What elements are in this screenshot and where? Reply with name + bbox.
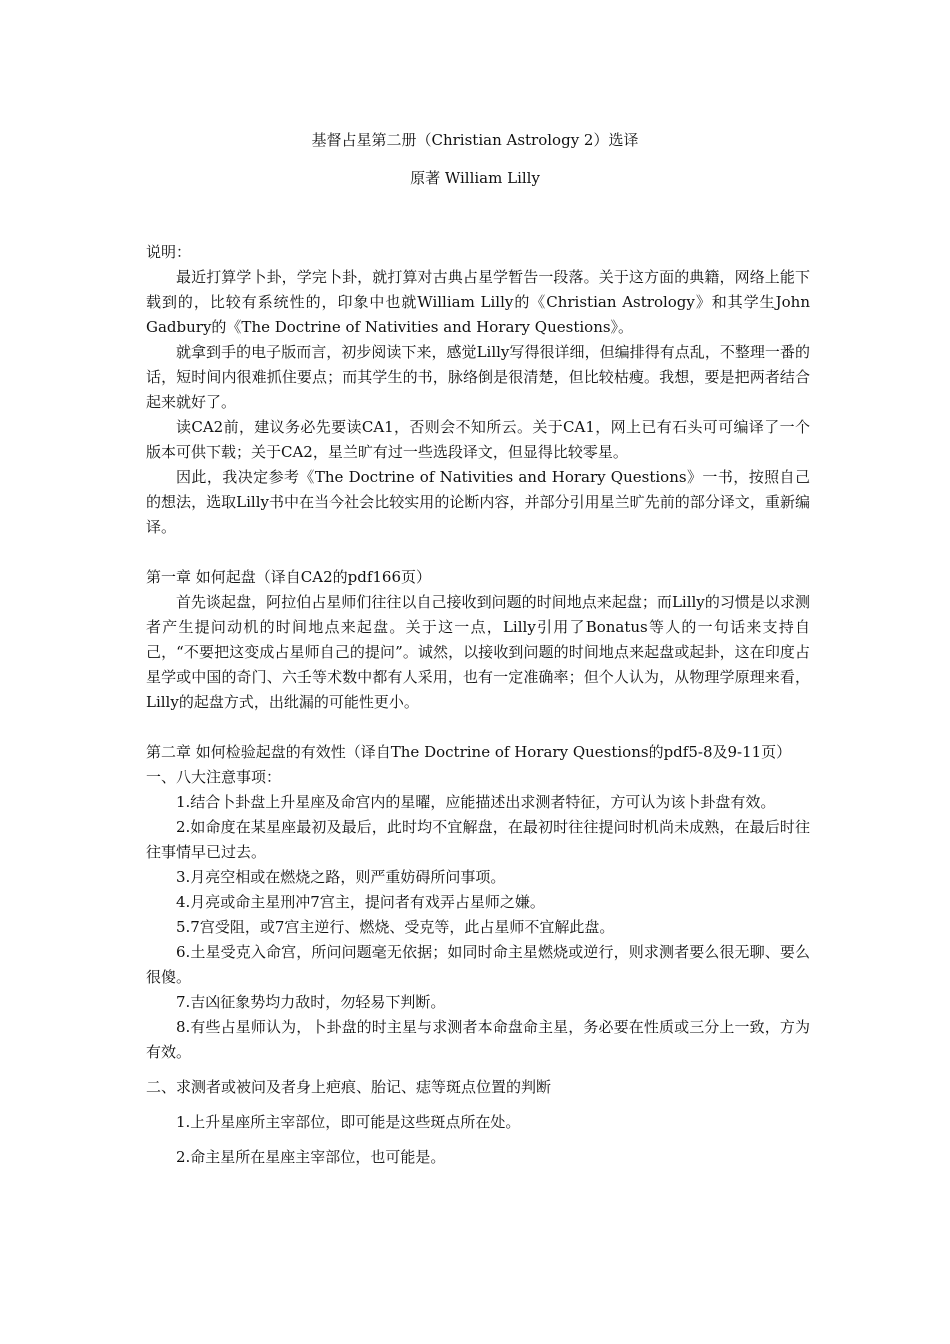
chapter1-heading: 第一章 如何起盘（译自CA2的pdf166页） [146,568,432,586]
document-body [146,240,810,1180]
intro-paragraph: 最近打算学卜卦，学完卜卦，就打算对古典占星学暂告一段落。关于这方面的典籍，网络上能下载到的，比较有系统性的，印象中也就William Lilly的《Christian Astrology》和其学生John Gadbury的《The Doctrine of Nativities and Horary Questions》。 [146,268,810,336]
spacer [146,540,810,565]
section2-item: 1.上升星座所主宰部位，即可能是这些斑点所在处。 [176,1113,521,1131]
section2-item: 2.命主星所在星座主宰部位，也可能是。 [176,1148,446,1166]
section1-item: 1.结合卜卦盘上升星座及命宫内的星曜，应能描述出求测者特征，方可认为该卜卦盘有效。 [176,793,776,811]
section1-item: 5.7宫受阻，或7宫主逆行、燃烧、受克等，此占星师不宜解此盘。 [176,918,615,936]
section1-heading: 一、八大注意事项： [146,768,282,786]
chapter1-paragraph: 首先谈起盘，阿拉伯占星师们往往以自己接收到问题的时间地点来起盘；而Lilly的习惯是以求测者产生提问动机的时间地点来起盘。关于这一点，Lilly引用了Bonatus等人的一句话来支持自己，“不要把这变成占星师自己的提问”。诚然，以接收到问题的时间地点来起盘或起卦，这在印度占星学或中国的奇门、六壬等术数中都有人采用，也有一定准确率；但个人认为，从物理学原理来看，Lilly的起盘方式，出纰漏的可能性更小。 [146,593,810,711]
chapter2-heading: 第二章 如何检验起盘的有效性（译自The Doctrine of Horary Questions的pdf5-8及9-11页） [146,743,792,761]
section1-item: 8.有些占星师认为，卜卦盘的时主星与求测者本命盘命主星，务必要在性质或三分上一致，方为有效。 [146,1018,810,1061]
intro-label: 说明： [146,243,192,261]
document-title: 基督占星第二册（Christian Astrology 2）选译 [311,131,639,149]
section2-heading: 二、求测者或被问及者身上疤痕、胎记、痣等斑点位置的判断 [146,1078,552,1096]
section1-item: 2.如命度在某星座最初及最后，此时均不宜解盘，在最初时往往提问时机尚未成熟，在最后时往往事情早已过去。 [146,818,810,861]
section1-item: 4.月亮或命主星刑冲7宫主，提问者有戏弄占星师之嫌。 [176,893,545,911]
intro-paragraph: 读CA2前，建议务必先要读CA1，否则会不知所云。关于CA1，网上已有石头可可编译了一个版本可供下载；关于CA2，星兰旷有过一些选段译文，但显得比较零星。 [146,418,810,461]
intro-paragraph: 就拿到手的电子版而言，初步阅读下来，感觉Lilly写得很详细，但编排得有点乱，不整理一番的话，短时间内很难抓住要点；而其学生的书，脉络倒是很清楚，但比较枯瘦。我想，要是把两者结合起来就好了。 [146,343,810,411]
intro-paragraph: 因此，我决定参考《The Doctrine of Nativities and Horary Questions》一书，按照自己的想法，选取Lilly书中在当今社会比较实用的论断内容，并部分引用星兰旷先前的部分译文，重新编译。 [146,468,810,536]
section1-item: 7.吉凶征象势均力敌时，勿轻易下判断。 [176,993,446,1011]
document-author: 原著 William Lilly [410,169,540,187]
section1-item: 6.土星受克入命宫，所问问题毫无依据；如同时命主星燃烧或逆行，则求测者要么很无聊、要么很傻。 [146,943,810,986]
spacer [146,1065,810,1075]
section1-item: 3.月亮空相或在燃烧之路，则严重妨碍所问事项。 [176,868,506,886]
spacer [146,715,810,740]
